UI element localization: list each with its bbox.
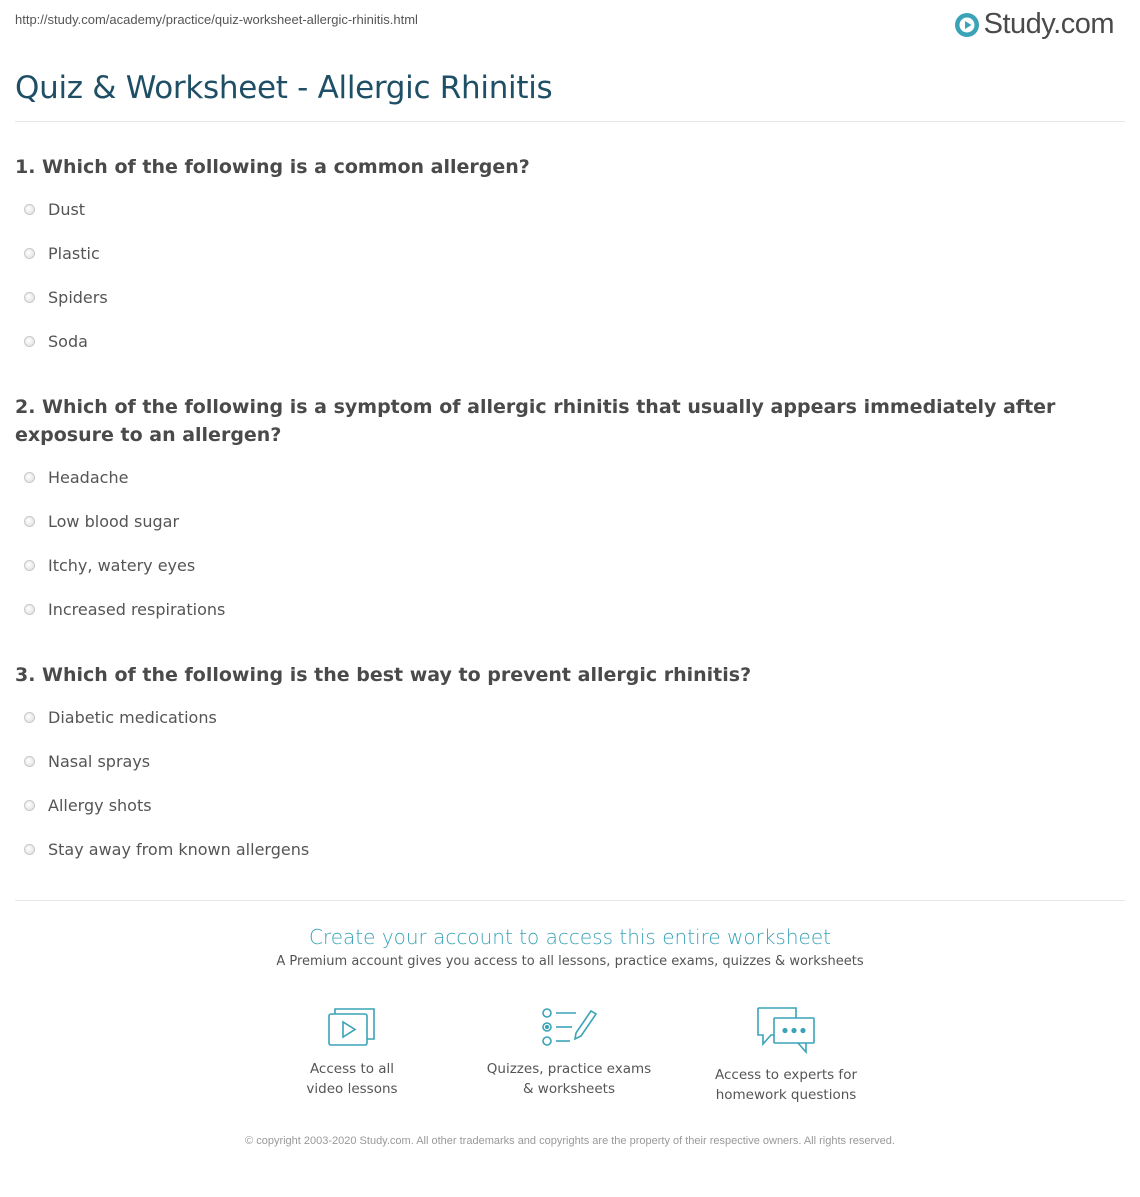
question-3: 3. Which of the following is the best way to prevent allergic rhinitis? — [15, 664, 752, 686]
radio-button[interactable] — [24, 204, 35, 215]
radio-button[interactable] — [24, 248, 35, 259]
answer-option[interactable] — [24, 796, 152, 815]
radio-button[interactable] — [24, 844, 35, 855]
feature-line: & worksheets — [522, 1081, 615, 1097]
answer-option[interactable] — [24, 200, 85, 219]
feature-line: Access to experts for — [714, 1067, 857, 1083]
copyright-text: © copyright 2003-2020 Study.com. All other trademarks and copyrights are the property of their respective owners. All rights reserved. — [245, 1135, 895, 1147]
quiz-checklist-icon — [540, 1005, 598, 1049]
option-label: Itchy, watery eyes — [48, 556, 196, 575]
feature-video-lessons — [257, 1005, 447, 1099]
answer-option[interactable] — [24, 752, 150, 771]
option-label: Spiders — [48, 288, 108, 307]
answer-option[interactable] — [24, 288, 108, 307]
radio-button[interactable] — [24, 472, 35, 483]
feature-line: homework questions — [715, 1087, 857, 1103]
option-label: Nasal sprays — [48, 752, 151, 771]
radio-button[interactable] — [24, 712, 35, 723]
footer-copyright — [0, 1133, 1140, 1150]
option-label: Plastic — [48, 244, 100, 263]
feature-line: video lessons — [306, 1081, 398, 1097]
radio-button[interactable] — [24, 336, 35, 347]
option-label: Soda — [48, 332, 88, 351]
option-label: Diabetic medications — [48, 708, 217, 727]
question-1: 1. Which of the following is a common allergen? — [15, 156, 530, 178]
feature-line: Access to all — [309, 1061, 395, 1077]
answer-option[interactable] — [24, 556, 195, 575]
expert-chat-icon — [754, 1005, 818, 1055]
feature-experts — [691, 1005, 881, 1105]
cta-subtitle: A Premium account gives you access to all lessons, practice exams, quizzes & worksheets — [276, 954, 864, 969]
answer-option[interactable] — [24, 468, 128, 487]
study-logo[interactable] — [954, 8, 1114, 41]
radio-button[interactable] — [24, 560, 35, 571]
cta-divider — [15, 900, 1125, 901]
option-label: Headache — [48, 468, 129, 487]
option-label: Dust — [48, 200, 86, 219]
option-label: Stay away from known allergens — [48, 840, 310, 859]
page-title: Quiz & Worksheet - Allergic Rhinitis — [15, 70, 553, 106]
answer-option[interactable] — [24, 244, 100, 263]
page-url: http://study.com/academy/practice/quiz-worksheet-allergic-rhinitis.html — [15, 12, 418, 27]
radio-button[interactable] — [24, 292, 35, 303]
play-logo-icon — [954, 12, 980, 38]
video-lessons-icon — [326, 1005, 378, 1049]
radio-button[interactable] — [24, 604, 35, 615]
feature-line: Quizzes, practice exams — [486, 1061, 652, 1077]
radio-button[interactable] — [24, 516, 35, 527]
title-divider — [15, 121, 1125, 122]
option-label: Low blood sugar — [48, 512, 180, 531]
answer-option[interactable] — [24, 600, 225, 619]
feature-quizzes — [474, 1005, 664, 1099]
question-2: 2. Which of the following is a symptom of allergic rhinitis that usually appears immediately after exposure to an allergen? — [15, 396, 1056, 446]
answer-option[interactable] — [24, 512, 179, 531]
answer-option[interactable] — [24, 332, 88, 351]
answer-option[interactable] — [24, 840, 309, 859]
logo-text: Study.com — [983, 8, 1114, 40]
option-label: Allergy shots — [48, 796, 152, 815]
radio-button[interactable] — [24, 800, 35, 811]
radio-button[interactable] — [24, 756, 35, 767]
answer-option[interactable] — [24, 708, 217, 727]
option-label: Increased respirations — [48, 600, 226, 619]
create-account-link[interactable]: Create your account to access this entire worksheet — [309, 925, 831, 949]
